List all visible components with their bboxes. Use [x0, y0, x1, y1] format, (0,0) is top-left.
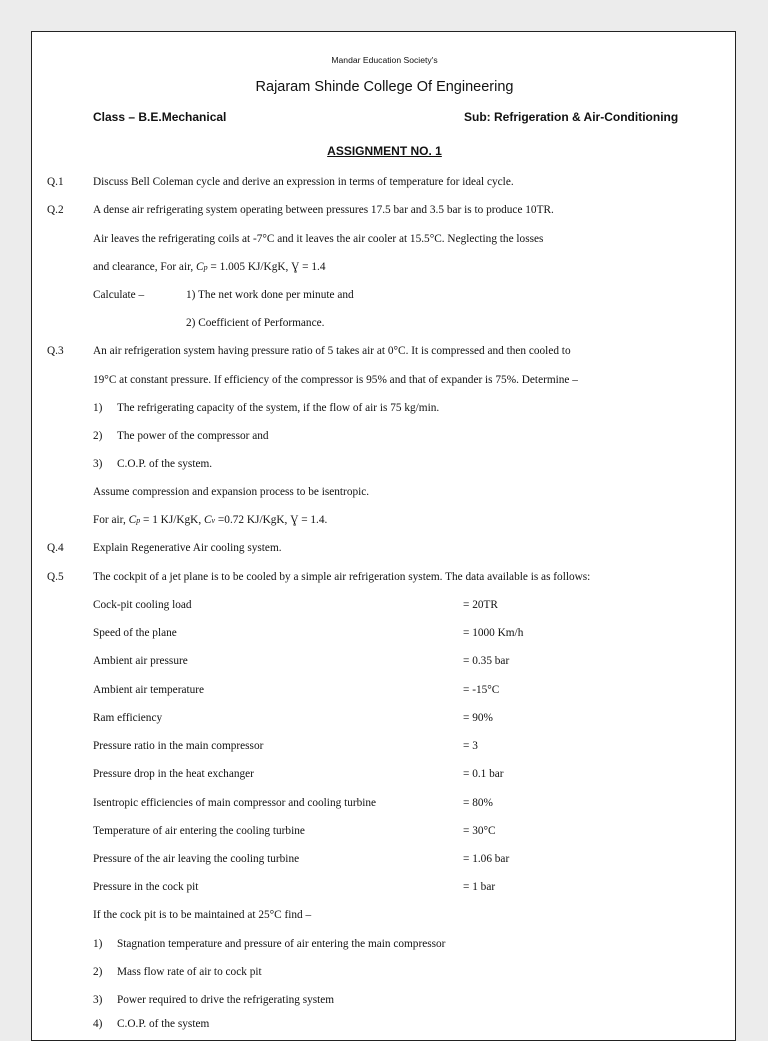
- q5-item-text: Power required to drive the refrigerating system: [117, 994, 335, 1006]
- data-label: Temperature of air entering the cooling turbine: [93, 825, 305, 837]
- question-2-line-2: Air leaves the refrigerating coils at -7°C and it leaves the air cooler at 15.5°C. Neglecting the losses: [93, 233, 544, 245]
- data-value: = 80%: [463, 797, 493, 809]
- question-3-line-2: 19°C at constant pressure. If efficiency of the compressor is 95% and that of expander is 75%. Determine –: [93, 374, 578, 386]
- assignment-title: ASSIGNMENT NO. 1: [327, 144, 442, 158]
- data-label: Pressure of the air leaving the cooling turbine: [93, 853, 300, 865]
- society-name: Mandar Education Society's: [331, 55, 438, 65]
- q5-item-number: 1): [93, 938, 103, 950]
- data-label: Ram efficiency: [93, 712, 163, 724]
- question-number-3: Q.3: [47, 345, 64, 357]
- q5-item-number: 3): [93, 994, 103, 1006]
- question-number-2: Q.2: [47, 204, 64, 216]
- data-value: = -15°C: [463, 684, 500, 696]
- data-value: = 1000 Km/h: [463, 627, 524, 639]
- q5-item-number: 2): [93, 966, 103, 978]
- q3-item-number: 3): [93, 458, 103, 470]
- data-value: = 30°C: [463, 825, 496, 837]
- data-value: = 0.35 bar: [463, 655, 510, 667]
- q3-item-text: The refrigerating capacity of the system, if the flow of air is 75 kg/min.: [117, 402, 440, 414]
- class-label: Class – B.E.Mechanical: [93, 110, 227, 124]
- q5-item-text: Stagnation temperature and pressure of air entering the main compressor: [117, 938, 446, 950]
- data-value: = 3: [463, 740, 478, 752]
- question-4-text: Explain Regenerative Air cooling system.: [93, 542, 282, 554]
- data-value: = 1.06 bar: [463, 853, 510, 865]
- question-3-line-1: An air refrigeration system having pressure ratio of 5 takes air at 0°C. It is compressed and then cooled to: [93, 345, 571, 357]
- assumption-text: Assume compression and expansion process to be isentropic.: [93, 486, 370, 498]
- data-label: Speed of the plane: [93, 627, 177, 639]
- q5-item-text: C.O.P. of the system: [117, 1018, 210, 1030]
- question-number-1: Q.1: [47, 176, 64, 188]
- data-label: Ambient air pressure: [93, 655, 188, 667]
- find-prompt: If the cock pit is to be maintained at 25°C find –: [93, 909, 312, 921]
- question-1-text: Discuss Bell Coleman cycle and derive an expression in terms of temperature for ideal cycle.: [93, 176, 514, 188]
- q5-item-number: 4): [93, 1018, 103, 1030]
- data-label: Pressure in the cock pit: [93, 881, 199, 893]
- gamma-symbol: Ɣ: [291, 261, 300, 273]
- calculate-item-1: 1) The net work done per minute and: [186, 289, 354, 301]
- question-5-intro: The cockpit of a jet plane is to be cooled by a simple air refrigeration system. The data available is as follows:: [93, 571, 591, 583]
- data-label: Ambient air temperature: [93, 684, 205, 696]
- data-label: Pressure ratio in the main compressor: [93, 740, 264, 752]
- gamma-symbol: Ɣ: [290, 514, 299, 526]
- question-2-line-3: and clearance, For air, Cp = 1.005 KJ/KgK, Ɣ = 1.4: [93, 261, 326, 273]
- data-label: Cock-pit cooling load: [93, 599, 192, 611]
- data-value: = 1 bar: [463, 881, 496, 893]
- data-value: = 0.1 bar: [463, 768, 504, 780]
- data-value: = 90%: [463, 712, 493, 724]
- q3-item-text: C.O.P. of the system.: [117, 458, 213, 470]
- data-value: = 20TR: [463, 599, 498, 611]
- data-label: Isentropic efficiencies of main compressor and cooling turbine: [93, 797, 377, 809]
- subject-label: Sub: Refrigeration & Air-Conditioning: [464, 110, 679, 124]
- college-name: Rajaram Shinde College Of Engineering: [255, 79, 514, 95]
- q3-air-properties: For air, Cp = 1 KJ/KgK, Cv =0.72 KJ/KgK, Ɣ = 1.4.: [93, 514, 328, 526]
- question-number-5: Q.5: [47, 571, 64, 583]
- question-number-4: Q.4: [47, 542, 64, 554]
- calculate-item-2: 2) Coefficient of Performance.: [186, 317, 325, 329]
- q3-item-text: The power of the compressor and: [117, 430, 269, 442]
- question-2-line-1: A dense air refrigerating system operating between pressures 17.5 bar and 3.5 bar is to produce 10TR.: [93, 204, 554, 216]
- data-label: Pressure drop in the heat exchanger: [93, 768, 254, 780]
- q3-item-number: 1): [93, 402, 103, 414]
- q5-item-text: Mass flow rate of air to cock pit: [117, 966, 262, 978]
- q3-item-number: 2): [93, 430, 103, 442]
- assignment-page: [31, 31, 736, 1041]
- calculate-label: Calculate –: [93, 289, 145, 301]
